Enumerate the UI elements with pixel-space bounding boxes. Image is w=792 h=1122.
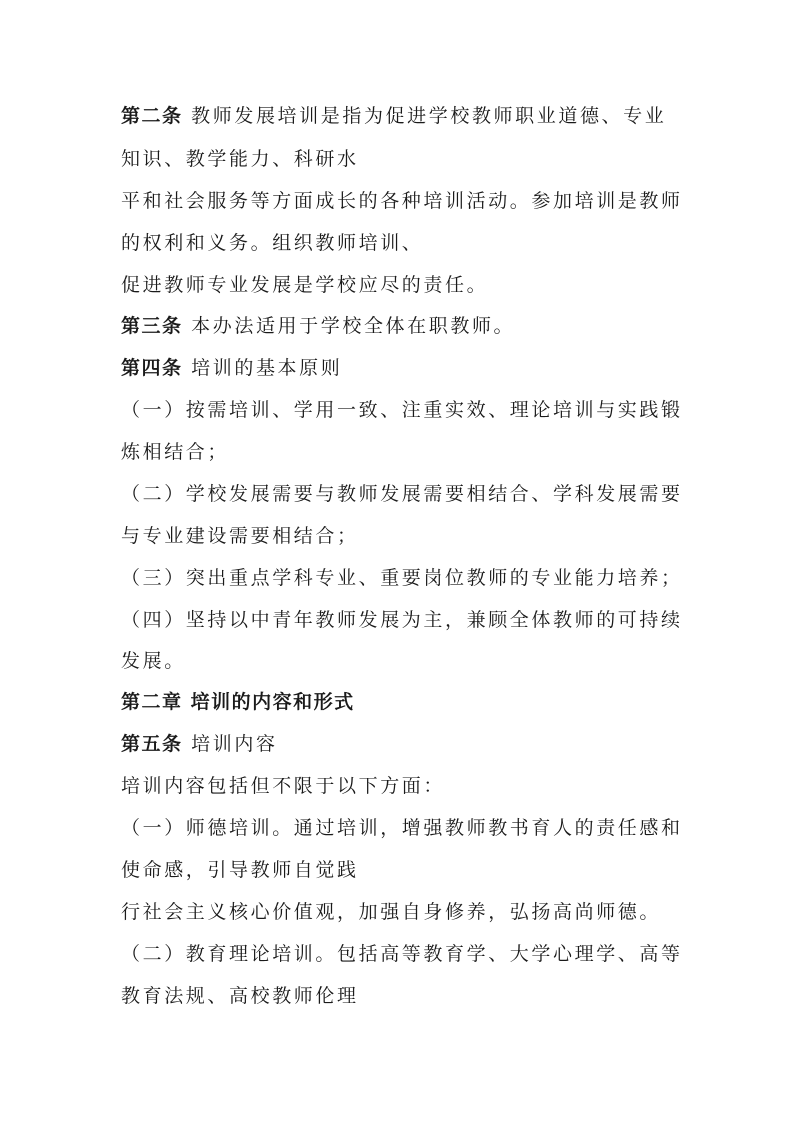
- article-5-text: 培训内容: [191, 733, 278, 755]
- principle-item-line: （三）突出重点学科专业、重要岗位教师的专业能力培养；: [121, 567, 683, 589]
- principle-item-line: 发展。: [121, 650, 186, 672]
- content-line: 行社会主义核心价值观，加强自身修养，弘扬高尚师德。: [121, 901, 662, 923]
- article-3-heading: 第三条: [121, 315, 183, 337]
- article-2-line-4: 的权利和义务。组织教师培训、: [121, 232, 424, 254]
- content-line: 培训内容包括但不限于以下方面：: [121, 775, 446, 797]
- content-line: （二）教育理论培训。包括高等教育学、大学心理学、高等: [121, 943, 683, 965]
- principle-item-line: 炼相结合；: [121, 441, 230, 463]
- content-line: 使命感，引导教师自觉践: [121, 859, 359, 881]
- article-2-line-1: [121, 103, 666, 129]
- principle-item-line: （二）学校发展需要与教师发展需要相结合、学科发展需要: [121, 483, 683, 505]
- principle-item-line: 与专业建设需要相结合；: [121, 525, 359, 547]
- article-2-line-2: 知识、教学能力、科研水: [121, 148, 359, 170]
- article-3-text: 本办法适用于学校全体在职教师。: [191, 315, 516, 337]
- principle-item-line: （一）按需培训、学用一致、注重实效、理论培训与实践锻: [121, 399, 683, 421]
- article-5-heading: 第五条: [121, 733, 183, 755]
- article-2-heading: 第二条: [121, 105, 183, 127]
- principle-item-line: （四）坚持以中青年教师发展为主，兼顾全体教师的可持续: [121, 609, 683, 631]
- article-2-line-3: 平和社会服务等方面成长的各种培训活动。参加培训是教师: [121, 190, 683, 212]
- article-3: [121, 313, 515, 339]
- article-2-line-5: 促进教师专业发展是学校应尽的责任。: [121, 274, 489, 296]
- article-4: [121, 355, 342, 381]
- article-4-heading: 第四条: [121, 357, 183, 379]
- article-2-text: 教师发展培训是指为促进学校教师职业道德、专业: [191, 105, 667, 127]
- article-4-text: 培训的基本原则: [191, 357, 343, 379]
- content-line: （一）师德培训。通过培训，增强教师教书育人的责任感和: [121, 817, 683, 839]
- article-5: [121, 731, 278, 757]
- chapter-2-heading: 第二章 培训的内容和形式: [121, 691, 355, 713]
- content-line: 教育法规、高校教师伦理: [121, 985, 359, 1007]
